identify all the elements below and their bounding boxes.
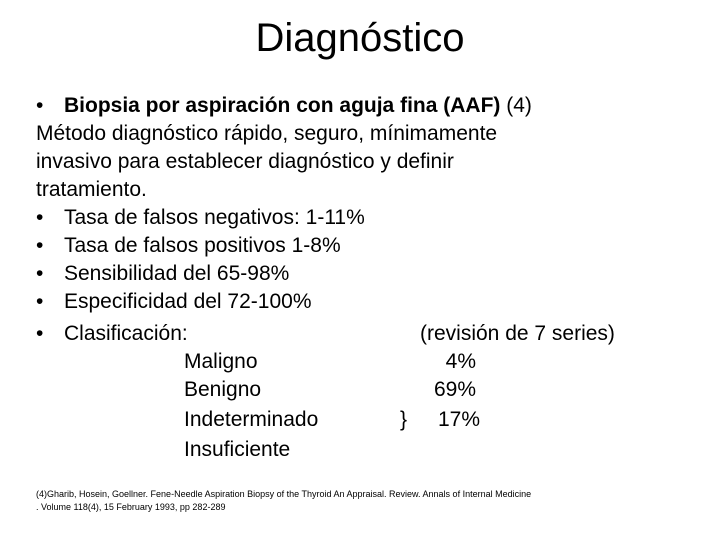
bullet-icon: • xyxy=(36,322,44,345)
slide-title: Diagnóstico xyxy=(255,16,465,60)
brace-icon: } xyxy=(400,408,408,431)
classification-value: 4% xyxy=(445,350,476,373)
classification-label: Maligno xyxy=(184,350,258,373)
footnote-line: (4)Gharib, Hosein, Goellner. Fene-Needle Aspiration Biopsy of the Thyroid An Appraisal. Review. Annals of Internal Medicine xyxy=(36,489,532,499)
classification-value: 69% xyxy=(433,378,476,401)
bullet-item-specificity: Especificidad del 72-100% xyxy=(64,290,312,313)
bullet-icon: • xyxy=(36,234,44,257)
bullet-icon: • xyxy=(36,262,44,285)
classification-label: Indeterminado xyxy=(184,408,319,431)
description-line: Método diagnóstico rápido, seguro, mínimamente xyxy=(36,122,498,145)
bullet-item-biopsy xyxy=(64,94,532,118)
description-line: invasivo para establecer diagnóstico y definir xyxy=(36,150,454,173)
description-line: tratamiento. xyxy=(36,178,147,201)
bullet-item-sensitivity: Sensibilidad del 65-98% xyxy=(64,262,290,285)
classification-label: Insuficiente xyxy=(184,438,291,461)
biopsy-method-label: Biopsia por aspiración con aguja fina (AAF) xyxy=(64,94,501,117)
biopsy-reference: (4) xyxy=(500,94,532,117)
classification-value: 17% xyxy=(437,408,480,431)
footnote-line: . Volume 118(4), 15 February 1993, pp 282-289 xyxy=(36,502,226,512)
bullet-icon: • xyxy=(36,290,44,313)
bullet-icon: • xyxy=(36,206,44,229)
bullet-item-false-positives: Tasa de falsos positivos 1-8% xyxy=(64,234,341,257)
classification-note: (revisión de 7 series) xyxy=(420,322,615,345)
bullet-item-false-negatives: Tasa de falsos negativos: 1-11% xyxy=(64,206,365,229)
classification-label: Benigno xyxy=(184,378,262,401)
bullet-icon: • xyxy=(36,94,44,117)
bullet-item-classification: Clasificación: xyxy=(64,322,188,345)
